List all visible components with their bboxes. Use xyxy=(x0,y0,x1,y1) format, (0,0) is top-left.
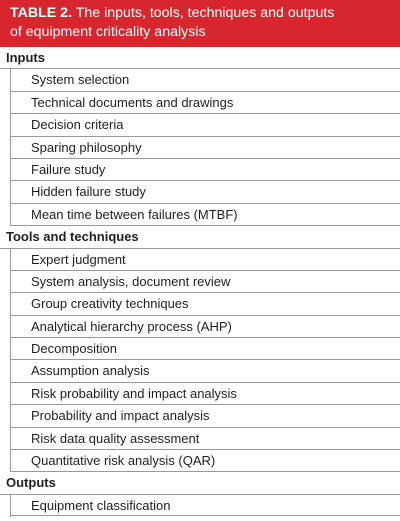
table-number: TABLE 2. xyxy=(10,5,73,21)
table-row: Group creativity techniques xyxy=(10,293,400,315)
table-row: Quantitative risk analysis (QAR) xyxy=(10,450,400,472)
section-heading-outputs: Outputs xyxy=(0,472,400,494)
table-bottom-rule xyxy=(10,515,400,516)
table-row: Decision criteria xyxy=(10,114,400,136)
table-row: Equipment classification xyxy=(10,495,400,517)
section-heading-tools-and-techniques: Tools and techniques xyxy=(0,226,400,248)
table-row: Mean time between failures (MTBF) xyxy=(10,204,400,226)
table-row: Failure study xyxy=(10,159,400,181)
table-row: Risk data quality assessment xyxy=(10,428,400,450)
table-row: Probability and impact analysis xyxy=(10,405,400,427)
table-row: Risk probability and impact analysis xyxy=(10,383,400,405)
table-body xyxy=(0,47,400,517)
table-row: Decomposition xyxy=(10,338,400,360)
table-title xyxy=(0,0,400,47)
table-row: Sparing philosophy xyxy=(10,137,400,159)
table-row: Assumption analysis xyxy=(10,360,400,382)
table-row: System analysis, document review xyxy=(10,271,400,293)
table-row: Hidden failure study xyxy=(10,181,400,203)
section-heading-inputs: Inputs xyxy=(0,47,400,69)
table-row: System selection xyxy=(10,69,400,91)
table-title-line-2: of equipment criticality analysis xyxy=(10,24,206,40)
table-row: Expert judgment xyxy=(10,249,400,271)
table-row: Technical documents and drawings xyxy=(10,92,400,114)
table-row: Analytical hierarchy process (AHP) xyxy=(10,316,400,338)
table-title-line-1: The inputs, tools, techniques and outputs xyxy=(72,5,335,21)
